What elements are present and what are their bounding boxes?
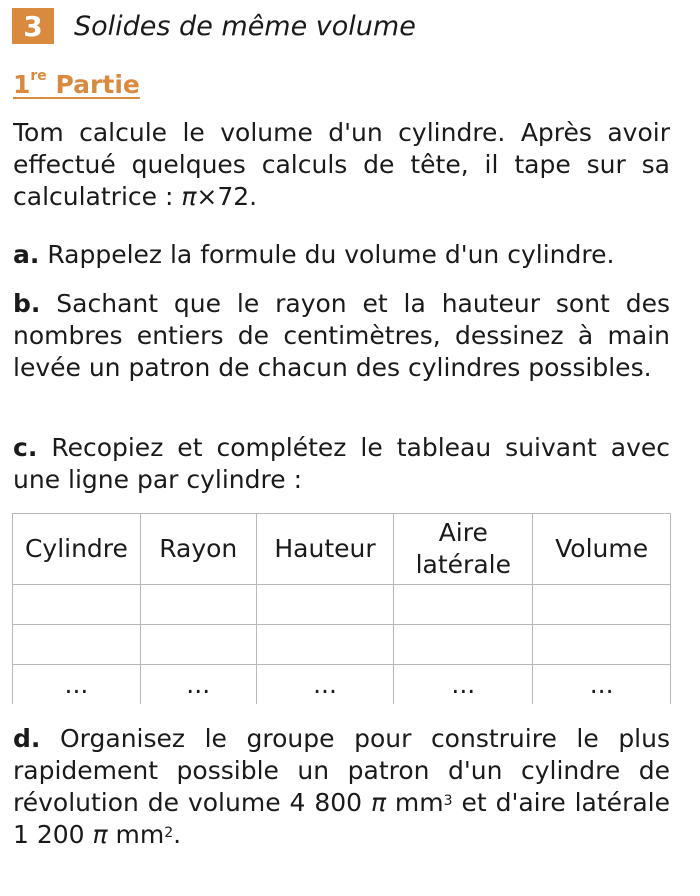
question-b-label: b. [13, 289, 41, 318]
question-d [13, 723, 670, 851]
table-header-cell: Cylindre [13, 514, 141, 585]
table-cell-ellipsis: ... [140, 665, 256, 705]
table-header-row [13, 514, 671, 585]
table-row [13, 665, 671, 705]
question-d-end: . [173, 820, 182, 849]
table-row [13, 585, 671, 625]
part-label: Partie [55, 70, 140, 99]
pi-symbol: π [92, 820, 108, 849]
question-c-text: Recopiez et complétez le tableau suivant avec une ligne par cylindre : [13, 433, 670, 494]
table-header-cell: Rayon [140, 514, 256, 585]
table-cell-ellipsis: ... [533, 665, 671, 705]
question-a-text: Rappelez la formule du volume d'un cylindre. [47, 240, 615, 269]
table-header-cell: Hauteur [256, 514, 394, 585]
table-cell [394, 585, 533, 625]
table-cell-ellipsis: ... [394, 665, 533, 705]
table-cell [13, 625, 141, 665]
intro-text: Tom calcule le volume d'un cylindre. Après avoir effectué quelques calculs de tête, il tape sur sa calculatrice : [13, 118, 670, 211]
part-number: 1 [13, 70, 31, 99]
exercise-header [12, 8, 416, 44]
exercise-title: Solides de même volume [74, 10, 416, 42]
table-row [13, 625, 671, 665]
table-cell [256, 585, 394, 625]
formula-number: 72 [217, 182, 250, 211]
part-heading [13, 70, 140, 99]
cylinder-table [12, 513, 671, 704]
table-header-cell: Aire latérale [394, 514, 533, 585]
pi-symbol: π [370, 788, 387, 817]
table-cell [13, 585, 141, 625]
part-number-suffix: re [30, 68, 47, 84]
table-cell-ellipsis: ... [256, 665, 394, 705]
table-header-cell: Volume [533, 514, 671, 585]
question-c-label: c. [13, 433, 38, 462]
question-a [13, 239, 670, 271]
pi-symbol: π [181, 182, 197, 211]
table-cell [533, 585, 671, 625]
times-symbol: × [196, 182, 218, 211]
question-b-text: Sachant que le rayon et la hauteur sont des nombres entiers de centimètres, dessinez à main levée un patron de chacun des cylindres possibles. [13, 289, 671, 382]
table-cell-ellipsis: ... [13, 665, 141, 705]
table-cell [140, 585, 256, 625]
table-cell [533, 625, 671, 665]
question-a-label: a. [13, 240, 40, 269]
question-d-text-1: Organisez le groupe pour construire le plus rapidement possible un patron d'un cylindre de révolution de volume 4 800 [13, 724, 671, 817]
intro-paragraph [13, 117, 670, 213]
intro-end: . [249, 182, 258, 211]
question-b [13, 288, 670, 384]
question-d-text-2: et d'aire latérale 1 200 [13, 788, 670, 849]
unit-exponent: 2 [164, 825, 174, 841]
unit-mm: mm [107, 820, 165, 849]
question-d-label: d. [13, 724, 41, 753]
unit-mm: mm [386, 788, 444, 817]
table-cell [394, 625, 533, 665]
unit-exponent: 3 [443, 793, 453, 809]
table-cell [140, 625, 256, 665]
table-cell [256, 625, 394, 665]
exercise-number-badge: 3 [12, 8, 54, 44]
question-c [13, 432, 670, 496]
